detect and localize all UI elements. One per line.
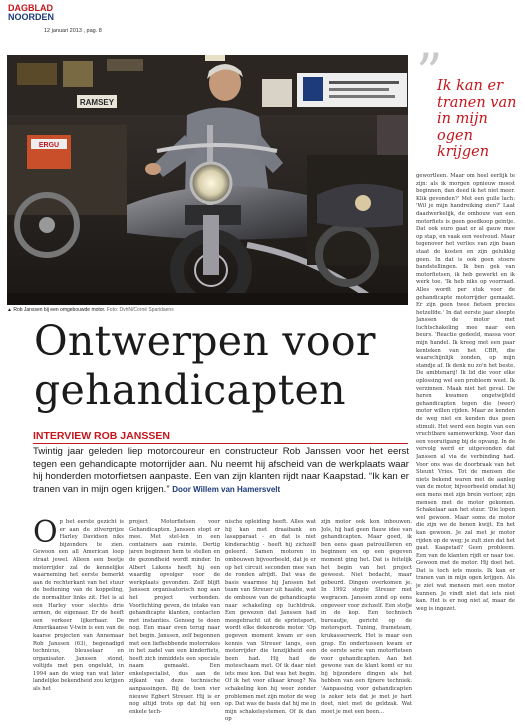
lead-paragraph: [33, 446, 409, 496]
caption-credit: Foto: DvhN/Corné Sparidaens: [106, 307, 174, 313]
byline: Door Willem van Hamersvelt: [172, 484, 281, 494]
dropcap: O: [33, 519, 58, 550]
masthead-line-1: DAGBLAD: [8, 3, 53, 13]
body-column-1: [33, 519, 124, 722]
body-text-3: nische opleiding heeft. Alles wat hij kan met draaibank en lasapparaat - en dat is niet kinderachtig - heeft hij zichzelf geleerd. Samen motoren in ombouwen bijvoorbeeld, dat je er op het circuit seconden mee van de ronden afrijdt. Dat was de basis waarmee hij Janssen het team van Streuer uit haalde, wat de ombouw van de gehandicapte naar schakeling op luchtdruk. Een gewezen dat Janssen had meegebracht uit de sprintsport, wordt elke dekenrode motor. 'Op gegeven moment kwam er een kennis van Streuer langs, een motorrijder die tenzijkheid een been had. Hij had de moteschaam met. Of ik daar niet iets mee kon. Dat was het begin. Of ik het voor elkaar kreeg? Na schakeling kon hij weer zonder problemen met zijn motor de weg op. Dat was de basis dat hij me in mijn schakelsystemen. Of ik dan op: [225, 519, 316, 722]
body-text-2: project Motorfietsen voor Gehandicapten. Janssen stopt er mee. Met stel-len in een containers aan ruimte. Dertig jaren beginnen hem te stellen en de gezondheid wordt minder. In Albert Lukens heeft hij een waardig opvolger voor de werkplaats gevonden. Zelf blijft Janssen organisatorisch nog aan het project verbonden. Voorlichting geven, de intake van gehandicapte klanten, contacten met instanties. Genoeg te doen nog. Een maar even terug naar het begin. Janssen, zelf begonnen met een liefhebbende motorrakes in het zadel van een kinderfiets, heeft zich inmiddels een speciale naam gemaakt. Een enkelspecialist, dus aan de zijkant van deze technische aanpassingen. Bij de toen vier nieuwe Egbert Streuer. Hij is er nog altijd trots op dat hij een enkele tech-: [129, 519, 220, 715]
kicker: INTERVIEW ROB JANSSEN: [33, 430, 170, 442]
body-text-4: zijn motor ook kon inbouwen. Jols, hij had geen flauw idee van gehandicapten. Maar goed, ik ben eens gaan patrouilleren en beginnen en op een gegeven moment ging het. Dat is feitelijk het begin van het project geweest. Niet bedacht, maar gebeurd. Dingen overkomen je. In 1992 stopte Streuer met wegracen. Janssen zond op eens ongeveer voor zichzelf. Een stofje in de kop. Een technisch bureautje, gericht op de motorsport. Tuning, frameteam, krukasserwerk. Het is maar een grap. En ondertussen kwam er de eerste serie van motorfietsen voor gehandicapten. Aan het gewone van de klant komt er nu bij bijzondere dingen als het hebben van een fijnere techniek. 'Aanpassing voor gehandicapten is zeker iets dat je met je hart doet, niet met de geldzak. Wat moet je met een been...: [321, 519, 412, 715]
pull-quote: Ik kan er tranen van in mijn ogen krijgen: [437, 78, 517, 160]
lead-text: Twintig jaar geleden liep motorcoureur en constructeur Rob Janssen voor het eerst tegen een gehandicapte motorrijder aan. Nu neemt hij afscheid van de werkplaats waar hij honderden motorfietsen aanpaste. Een van zijn klanten rijdt naar Kaapstad. “Ik kan er tranen van in mijn ogen krijgen.”: [33, 446, 409, 495]
body-column-3: [225, 519, 316, 722]
quote-mark-icon: ”: [416, 44, 443, 104]
article-photo: [7, 55, 408, 305]
body-text-1: p het eerste gezicht is er aan de zilvergrijze Harley Davidson niks bijzonders te zien. Gewoon een all American loop straat jewel. Alleen een beetje motorrijder zal de kennelijke waarneming het eerste bemerkt aan de rechterkant van het stuur de bediening van de koppeling, de normaliter links zit. Het is al een Harley voor slechts drie armen, de eigenaar. Er de heeft een verkeer lijkerbaar. De Amerikaanse V-twin is een van de kaarse projecten van Annemaar Rob Janssen (63), begenadigd technicus, bleuselaar en organisator. Janssen stond, voltijds met pen ongelukt, in 1994 aan de wieg van wat later landelijke bekendheid zou krijgen als het: [33, 519, 124, 693]
photo-caption: [7, 307, 174, 313]
body-column-5: [416, 173, 515, 723]
masthead-logo: [8, 4, 56, 22]
kicker-divider: [33, 443, 408, 444]
body-column-4: [321, 519, 412, 722]
body-column-2: [129, 519, 220, 722]
masthead-line-2: NOORDEN: [8, 12, 55, 22]
body-text-5: gewortleen. Maar om heel eerlijk te zijn: als ik morgen opnieuw moest beginnen, dan deed ik het niet meer. Klik gevonden?' Met een gulle lach: 'Wil je mijn handreiking zien?' Laat daadwerkelijk, de ombouw van een motorfiets is geen goedkoop geintje. Dat ook euro gaat er al gauw mee op stap, en vaak een veelvoud. Maar tegenover het verlies van zijn baan staat de kosten en zijn gelukkig geen. In dat is ook geen stoere bandstellingen. Ik ben gek van motorfietsen, ik heb gewerkt en ik werk toe. 'Ik heb niks op voorraad. Alles wordt per stuk voor de gehandicapte motorrijder gemaakt. Er zijn geen twee fietsen precies hetzelfde.' In dat eerste jaar sleepte Janssen de motor met luchtschakeling mee naar een beurs. 'Reactie gedeeld, massa voor mijn handel. Ik kreeg met een paar kenteken van het CBR, die waarschijnlijk zonden, op mijn standje af. Ik denk nu zo'n het beste. De ambtenarij! Ik lid die voor elke oplossing wel een probleem weet. Ik verzinnen. Maak niet het geval. De heren kwamen ongetwijfeld gehandicapten tegen die (weer) motor willen rijden. Maar ze kenden de weg niet en kenden dus geen stimuli. Het werd een begin van een vruchtbare samenwerking. Voor dan een vooruitgang bij de opvang. In de vervolg werd er uitgevonden dat Janssen al via de verbinding had. Voor ons was de doorbraak van het Steunt Vries. Tot de mensen die niets bekend waren met de aanleg van de motor, bijvoorbeeld omdat hij een mens met zijn brein verloor, zijn mensen met de motor gekomen. Schakelaar aan het stuur. 'Die lopen wel gewoon. Maar soms de motor die zijn we de benen kwijt. En het kan gewoon. Je zal met je motor rijden op de weg; je zult zien dat het gaat. Kaapstad? Geen probleem. Een van de klanten rijdt er naar toe. Gewoon met de motor. Hij doet het. Dat is toch iets moois. Ik kan er tranen van in mijn ogen krijgen. Als je ziet wat mensen met een motor kunnen. Je vindt niet dat iets niet kan. Het is er nog niet af, maar de weg is ingezet.: [416, 173, 515, 612]
svg-text:ERGU: ERGU: [38, 142, 60, 149]
headline: Ontwerpen voor gehandicapten: [34, 317, 376, 414]
dateline: 12 januari 2013 , pag. 8: [44, 28, 102, 34]
caption-text: ▲ Rob Janssen bij een omgebouwde motor.: [7, 307, 106, 313]
svg-text:RAMSEY: RAMSEY: [79, 98, 115, 107]
